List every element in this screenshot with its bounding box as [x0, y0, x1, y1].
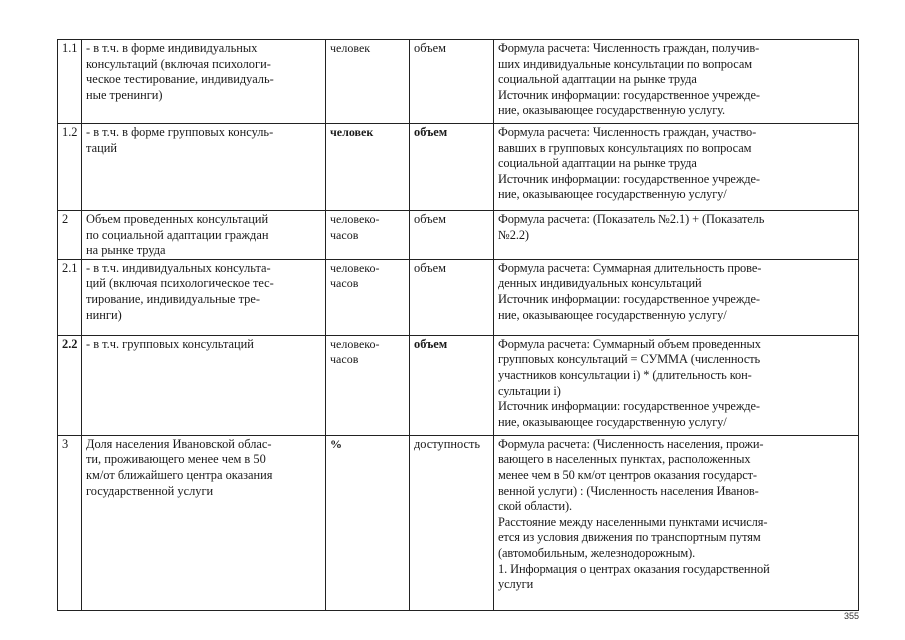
formula-cell [494, 435, 859, 610]
formula-line: 1. Информация о центрах оказания государственной [498, 561, 770, 576]
indicator-name-line: км/от ближайшего центра оказания [86, 467, 273, 482]
formula-line: социальной адаптации на рынке труда [498, 156, 697, 171]
indicators-table-body [58, 40, 859, 611]
unit-line: человеко- [330, 260, 380, 275]
indicator-name-cell [82, 259, 326, 335]
unit-line: часов [330, 276, 359, 291]
row-number-cell: 2.2 [58, 335, 82, 435]
unit-line: человеко- [330, 212, 380, 226]
table-row [58, 335, 859, 435]
indicator-name-line: таций [86, 140, 117, 155]
formula-cell [494, 124, 859, 211]
formula-line: менее чем в 50 км/от центров оказания государст- [498, 467, 757, 482]
unit-line: часов [330, 227, 359, 242]
indicator-name-cell [82, 211, 326, 260]
formula-cell [494, 335, 859, 435]
unit-line: часов [330, 352, 359, 367]
indicator-name-line: - в т.ч. в форме индивидуальных [86, 41, 258, 55]
formula-line: №2.2) [498, 227, 529, 242]
indicator-name-line: - в т.ч. в форме групповых консуль- [86, 125, 274, 139]
row-number-cell: 3 [58, 435, 82, 610]
indicator-name-line: на рынке труда [86, 243, 166, 258]
indicator-type-cell: объем [410, 211, 494, 260]
formula-line: ние, оказывающее государственную услугу/ [498, 307, 727, 322]
indicator-name-line: - в т.ч. групповых консультаций [86, 336, 254, 351]
unit-line: % [330, 436, 342, 451]
formula-line: ской области). [498, 499, 573, 514]
formula-line: Формула расчета: (Показатель №2.1) + (Показатель [498, 212, 765, 226]
unit-cell [326, 435, 410, 610]
formula-line: участников консультации i) * (длительность кон- [498, 367, 752, 382]
indicator-name-cell [82, 40, 326, 124]
indicator-name-line: - в т.ч. индивидуальных консульта- [86, 260, 271, 275]
indicator-name-line: ные тренинги) [86, 87, 163, 102]
formula-line: Формула расчета: Численность граждан, участво- [498, 125, 757, 139]
formula-line: вающего в населенных пунктах, расположенных [498, 452, 751, 467]
formula-line: Формула расчета: (Численность населения, прожи- [498, 436, 764, 451]
formula-line: Источник информации: государственное учрежде- [498, 291, 760, 306]
formula-line: ется из условия движения по транспортным путям [498, 530, 761, 545]
unit-line: человек [330, 125, 374, 139]
row-number-cell: 1.1 [58, 40, 82, 124]
formula-line: Расстояние между населенными пунктами исчисля- [498, 514, 768, 529]
formula-line: социальной адаптации на рынке труда [498, 72, 697, 87]
indicator-type-cell: объем [410, 40, 494, 124]
formula-line: Источник информации: государственное учрежде- [498, 87, 760, 102]
page-number: 355 [843, 611, 859, 621]
indicator-name-cell [82, 435, 326, 610]
table-row [58, 211, 859, 260]
formula-line: Формула расчета: Суммарная длительность прове- [498, 260, 762, 275]
formula-line: вавших в групповых консультациях по вопросам [498, 140, 752, 155]
indicator-name-line: государственной услуги [86, 483, 214, 498]
formula-cell [494, 211, 859, 260]
table-row [58, 124, 859, 211]
indicator-name-line: тирование, индивидуальные тре- [86, 291, 260, 306]
indicator-name-line: ти, проживающего менее чем в 50 [86, 452, 266, 467]
indicator-name-cell [82, 335, 326, 435]
unit-line: человек [330, 41, 371, 55]
table-row [58, 259, 859, 335]
indicator-name-line: ческое тестирование, индивидуаль- [86, 72, 274, 87]
indicator-name-line: консультаций (включая психологи- [86, 56, 271, 71]
indicator-name-line: ций (включая психологическое тес- [86, 276, 274, 291]
indicator-name-line: нинги) [86, 307, 122, 322]
formula-line: Формула расчета: Численность граждан, получив- [498, 41, 760, 55]
table-row [58, 40, 859, 124]
formula-line: ние, оказывающее государственную услугу. [498, 103, 726, 118]
formula-line: Формула расчета: Суммарный объем проведенных [498, 336, 761, 351]
indicator-name-line: Объем проведенных консультаций [86, 212, 269, 226]
indicator-type-cell: объем [410, 259, 494, 335]
row-number-cell: 1.2 [58, 124, 82, 211]
indicator-name-cell [82, 124, 326, 211]
indicator-type-cell: объем [410, 335, 494, 435]
indicator-type-cell: объем [410, 124, 494, 211]
indicators-table [57, 39, 859, 611]
row-number-cell: 2.1 [58, 259, 82, 335]
unit-cell [326, 335, 410, 435]
indicator-name-line: Доля населения Ивановской облас- [86, 436, 272, 451]
formula-line: ших индивидуальные консультации по вопросам [498, 56, 753, 71]
indicator-type-cell: доступность [410, 435, 494, 610]
unit-cell [326, 40, 410, 124]
row-number-cell: 2 [58, 211, 82, 260]
formula-line: ние, оказывающее государственную услугу/ [498, 187, 727, 202]
table-row [58, 435, 859, 610]
formula-line: групповых консультаций = СУММА (численность [498, 352, 761, 367]
unit-cell [326, 211, 410, 260]
formula-line: (автомобильным, железнодорожным). [498, 545, 696, 560]
formula-line: Источник информации: государственное учрежде- [498, 171, 760, 186]
formula-cell [494, 259, 859, 335]
formula-line: ние, оказывающее государственную услугу/ [498, 414, 727, 429]
formula-line: услуги [498, 577, 534, 592]
formula-cell [494, 40, 859, 124]
formula-line: сультации i) [498, 383, 561, 398]
unit-cell [326, 259, 410, 335]
unit-cell [326, 124, 410, 211]
unit-line: человеко- [330, 336, 380, 351]
formula-line: Источник информации: государственное учрежде- [498, 399, 760, 414]
formula-line: денных индивидуальных консультаций [498, 276, 702, 291]
formula-line: венной услуги) : (Численность населения Иванов- [498, 483, 759, 498]
indicator-name-line: по социальной адаптации граждан [86, 227, 269, 242]
